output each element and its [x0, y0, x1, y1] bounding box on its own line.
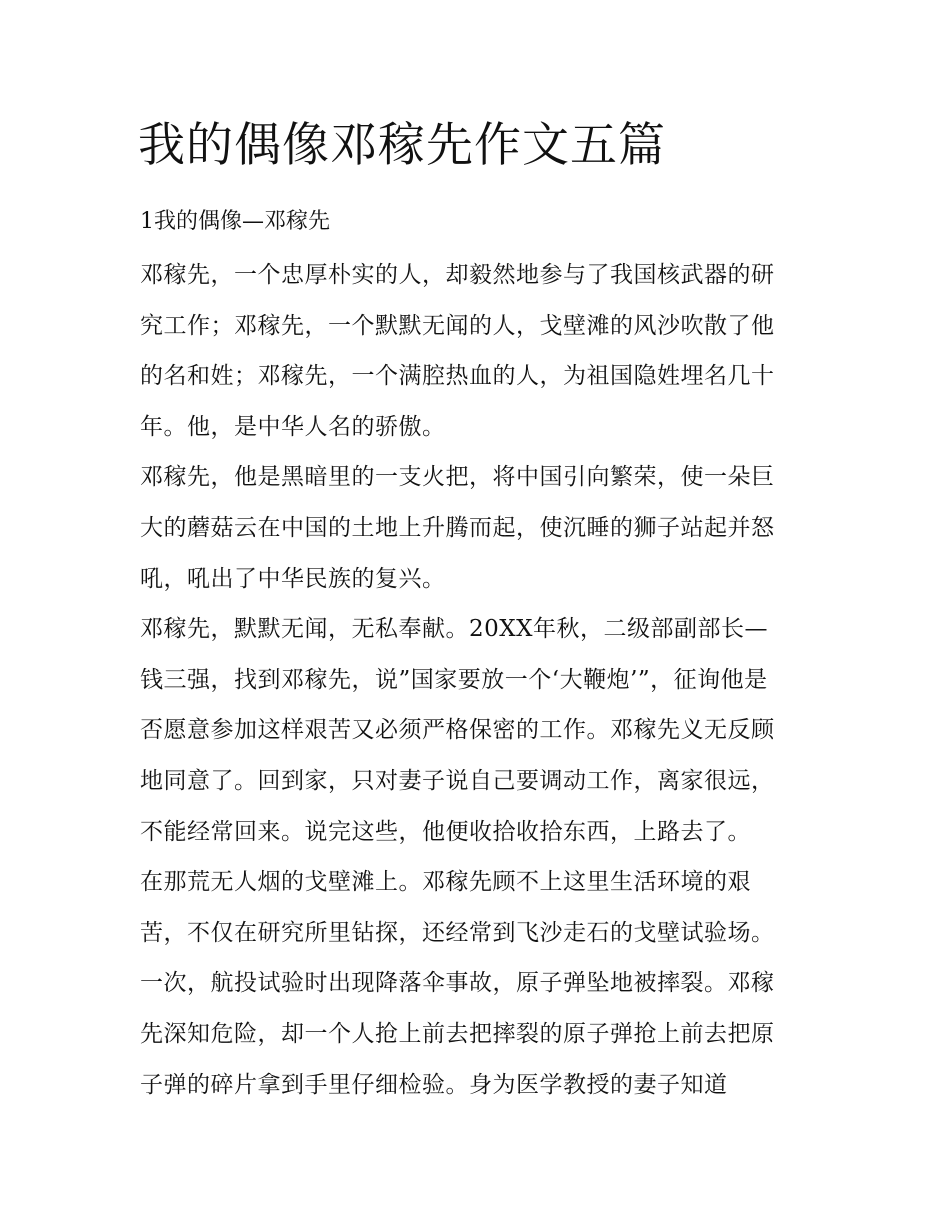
- text-line: 先深知危险，却一个人抢上前去把摔裂的原子弹抢上前去把原: [140, 1020, 775, 1047]
- section-heading: 1我的偶像—邓稼先: [140, 209, 330, 234]
- text-line: 子弹的碎片拿到手里仔细检验。身为医学教授的妻子知道: [140, 1071, 728, 1098]
- text-line: 究工作；邓稼先，一个默默无闻的人，戈壁滩的风沙吹散了他: [140, 312, 775, 339]
- text-line: 一次，航投试验时出现降落伞事故，原子弹坠地被摔裂。邓稼: [140, 970, 775, 997]
- text-line: 吼，吼出了中华民族的复兴。: [140, 565, 446, 592]
- text-line: 的名和姓；邓稼先，一个满腔热血的人，为祖国隐姓埋名几十: [140, 363, 775, 390]
- text-line: 否愿意参加这样艰苦又必须严格保密的工作。邓稼先义无反顾: [140, 717, 775, 744]
- document-title: 我的偶像邓稼先作文五篇: [138, 118, 666, 173]
- text-line: 地同意了。回到家，只对妻子说自己要调动工作，离家很远，: [140, 767, 775, 794]
- text-line: 邓稼先，一个忠厚朴实的人，却毅然地参与了我国核武器的研: [140, 262, 775, 288]
- text-line: 邓稼先，他是黑暗里的一支火把，将中国引向繁荣，使一朵巨: [140, 464, 775, 491]
- text-line: 年。他，是中华人名的骄傲。: [140, 413, 446, 440]
- text-line: 苦，不仅在研究所里钻探，还经常到飞沙走石的戈壁试验场。: [140, 919, 775, 946]
- text-line: 在那荒无人烟的戈壁滩上。邓稼先顾不上这里生活环境的艰: [140, 869, 751, 896]
- text-line: 不能经常回来。说完这些，他便收拾收拾东西，上路去了。: [140, 818, 751, 845]
- text-line: 邓稼先，默默无闻，无私奉献。20XX年秋，二级部副部长—: [140, 616, 769, 643]
- document-body: [140, 257, 820, 1117]
- text-line: 钱三强，找到邓稼先，说”国家要放一个‘大鞭炮’”，征询他是: [140, 666, 768, 693]
- text-line: 大的蘑菇云在中国的土地上升腾而起，使沉睡的狮子站起并怒: [140, 514, 775, 541]
